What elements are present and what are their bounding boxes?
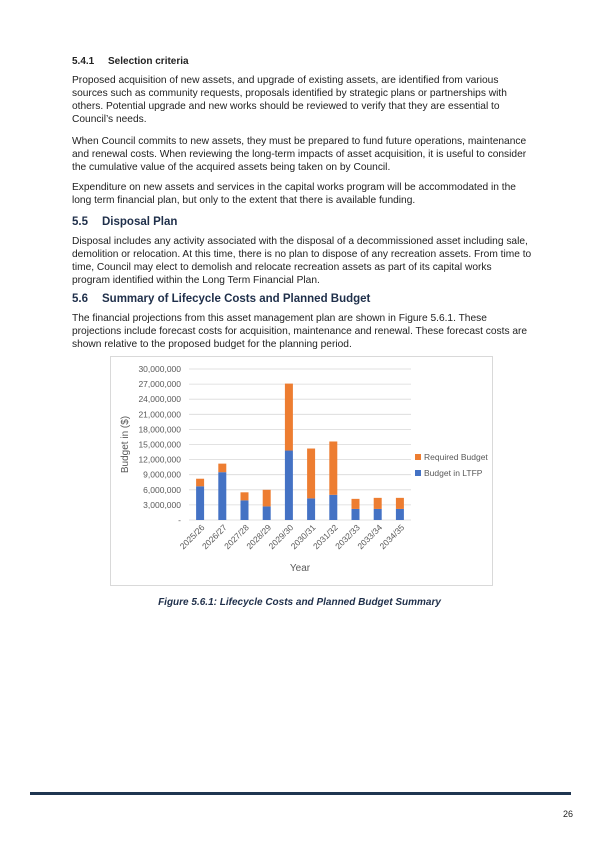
y-axis-label: Budget in ($) — [120, 415, 131, 474]
paragraph: Expenditure on new assets and services in the capital works program will be accommodated in the long term financial plan, but only to the extent that there is available funding. — [72, 182, 516, 206]
paragraph: Proposed acquisition of new assets, and upgrade of existing assets, are identified from various sources such as community requests, proposals identified by strategic plans or partnerships with others. Potential upgrade and new works should be reviewed to verify that they are essential to Council’s needs. — [72, 75, 507, 125]
x-tick-label: 2032/33 — [333, 522, 362, 552]
y-tick-label: 30,000,000 — [138, 364, 181, 374]
bar-required-budget — [352, 499, 360, 509]
x-axis-label: Year — [289, 563, 311, 574]
x-tick-label: 2027/28 — [222, 522, 251, 552]
bar-budget-in-ltfp — [307, 498, 315, 520]
y-tick-label: 6,000,000 — [143, 484, 181, 495]
x-tick-label: 2029/30 — [266, 522, 296, 552]
section-number: 5.4.1 — [72, 56, 95, 67]
section-heading-5-5 — [72, 216, 177, 228]
paragraph: The financial projections from this asset management plan are shown in Figure 5.6.1. These projections include forecast costs for acquisition, maintenance and renewal. These forecast costs are shown relative to the proposed budget for the planning period. — [72, 313, 528, 350]
x-tick-label: 2028/29 — [244, 522, 274, 552]
x-tick-label: 2025/26 — [177, 522, 207, 552]
footer-rule — [30, 792, 571, 795]
section-heading-5-4-1 — [72, 56, 189, 67]
bar-required-budget — [285, 384, 293, 451]
bar-budget-in-ltfp — [241, 500, 249, 520]
page-number: 26 — [562, 809, 573, 819]
bar-required-budget — [196, 479, 204, 487]
x-tick-label: 2034/35 — [377, 522, 407, 552]
x-tick-label: 2033/34 — [355, 522, 385, 552]
paragraph: When Council commits to new assets, they must be prepared to fund future operations, maintenance and renewal costs. When reviewing the long-term impacts of asset acquisition, it is useful to consider the cumulative value of the acquired assets being taken on by Council. — [72, 136, 527, 173]
legend-label: Budget in LTFP — [424, 468, 483, 478]
section-number: 5.6 — [72, 293, 88, 305]
bar-budget-in-ltfp — [218, 472, 226, 520]
section-title: Summary of Lifecycle Costs and Planned Budget — [102, 293, 371, 305]
legend-label: Required Budget — [424, 452, 488, 462]
bar-budget-in-ltfp — [396, 509, 404, 520]
bar-required-budget — [374, 498, 382, 509]
bar-required-budget — [263, 490, 271, 507]
bar-budget-in-ltfp — [352, 509, 360, 520]
section-title: Selection criteria — [108, 56, 189, 67]
section-number: 5.5 — [72, 216, 88, 228]
bar-required-budget — [218, 464, 226, 473]
lifecycle-costs-chart — [110, 356, 493, 586]
bar-budget-in-ltfp — [374, 509, 382, 520]
legend-swatch — [415, 470, 421, 476]
y-tick-label: 3,000,000 — [143, 499, 181, 510]
bar-budget-in-ltfp — [285, 451, 293, 520]
y-tick-label: 12,000,000 — [138, 454, 181, 465]
y-tick-label: 15,000,000 — [138, 439, 181, 450]
y-tick-label: - — [178, 515, 181, 525]
section-title: Disposal Plan — [102, 216, 178, 228]
bar-required-budget — [396, 498, 404, 509]
bar-budget-in-ltfp — [329, 495, 337, 520]
bar-budget-in-ltfp — [196, 486, 204, 520]
figure-caption: Figure 5.6.1: Lifecycle Costs and Planned Budget Summary — [158, 597, 441, 608]
paragraph: Disposal includes any activity associated with the disposal of a decommissioned asset including sale, demolition or relocation. At this time, there is no plan to dispose of any recreation assets. From time to time, Council may elect to demolish and relocate recreation assets as part of its capital works program identified within the Long Term Financial Plan. — [72, 236, 532, 286]
bar-required-budget — [329, 441, 337, 494]
y-tick-label: 27,000,000 — [138, 379, 181, 390]
bar-budget-in-ltfp — [263, 506, 271, 520]
legend-swatch — [415, 454, 421, 460]
chart-canvas — [111, 357, 492, 585]
x-tick-label: 2031/32 — [310, 522, 340, 552]
x-tick-label: 2026/27 — [199, 522, 229, 552]
y-tick-label: 18,000,000 — [138, 424, 181, 435]
bar-required-budget — [307, 449, 315, 499]
y-tick-label: 9,000,000 — [143, 469, 181, 480]
x-tick-label: 2030/31 — [288, 522, 318, 552]
section-heading-5-6 — [72, 293, 370, 305]
y-tick-label: 21,000,000 — [138, 409, 181, 420]
bar-required-budget — [241, 492, 249, 500]
y-tick-label: 24,000,000 — [138, 394, 181, 405]
